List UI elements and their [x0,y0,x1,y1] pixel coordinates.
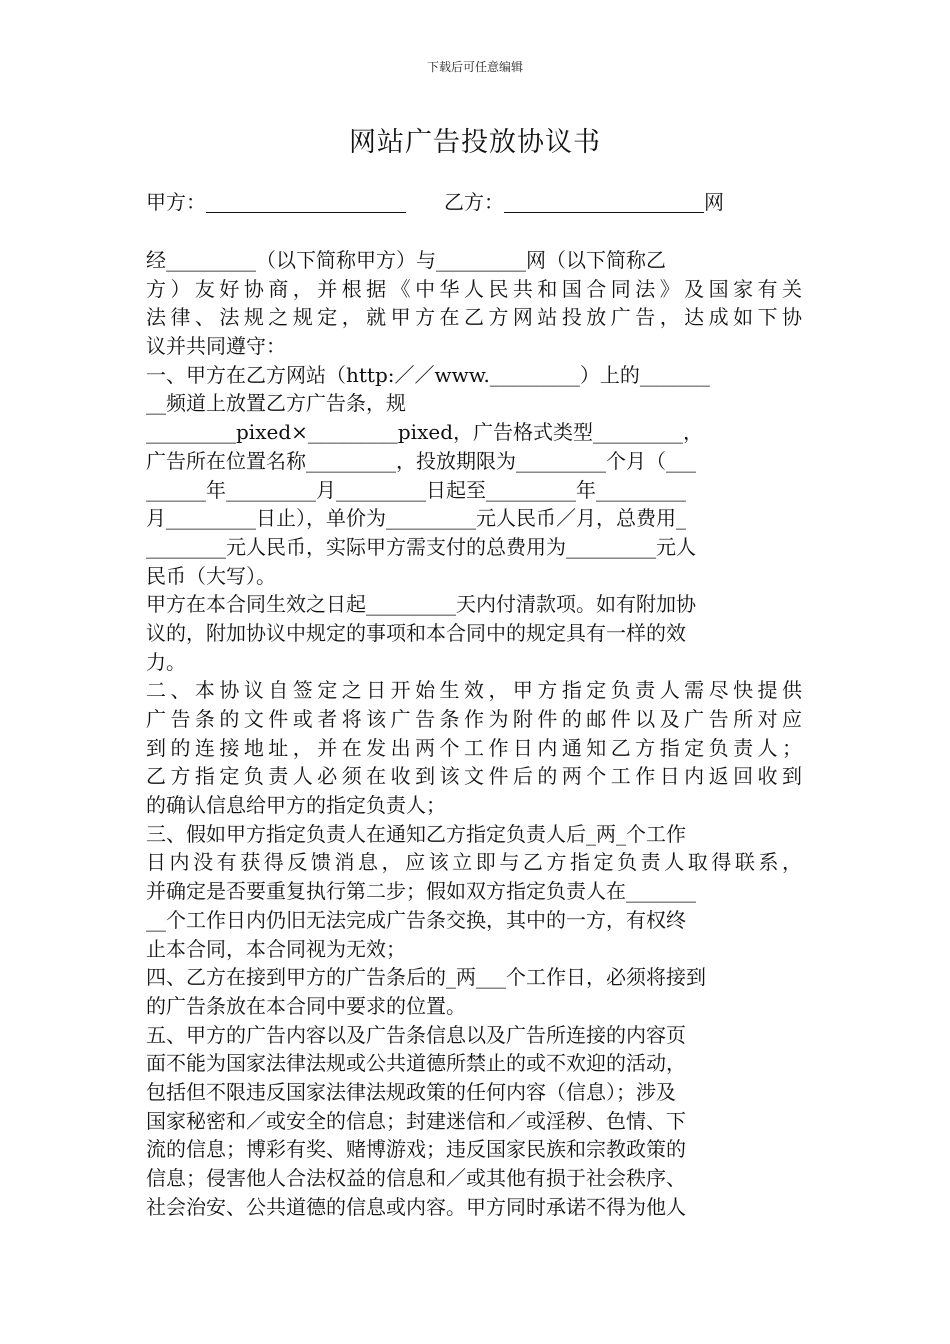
body-line: 国家秘密和／或安全的信息；封建迷信和／或淫秽、色情、下 [146,1108,686,1133]
body-line: 面不能为国家法律法规或公共道德所禁止的或不欢迎的活动， [146,1051,686,1076]
body-line: 广告所在位置名称_________，投放期限为_________个月（___ [146,448,696,473]
body-line: 四、乙方在接到甲方的广告条后的_两___个工作日，必须将接到 [146,965,706,990]
body-line: 法律、法规之规定，就甲方在乙方网站投放广告，达成如下协 [146,305,802,330]
body-line: 二、本协议自签定之日开始生效，甲方指定负责人需尽快提供 [146,678,802,703]
body-line: 到的连接地址，并在发出两个工作日内通知乙方指定负责人； [146,735,802,760]
body-line: 流的信息；博彩有奖、赌博游戏；违反国家民族和宗教政策的 [146,1137,686,1162]
party-tail: 网 [704,190,724,214]
body-line: 议的，附加协议中规定的事项和本合同中的规定具有一样的效 [146,620,686,645]
body-line: _________pixed×_________pixed，广告格式类型_________， [146,420,703,445]
party-b-label: 乙方： [444,190,504,214]
body-line: 止本合同，本合同视为无效； [146,936,406,961]
parties-line [146,186,806,218]
body-line: __个工作日内仍旧无法完成广告条交换，其中的一方，有权终 [146,907,686,932]
body-line: 经_________（以下简称甲方）与_________网（以下简称乙 [146,248,666,272]
party-a-label: 甲方： [146,190,206,214]
body-line: 并确定是否要重复执行第二步；假如双方指定负责人在_______ [146,879,696,904]
agreement-body [146,246,802,1221]
document-title: 网站广告投放协议书 [349,127,601,158]
body-line: 方）友好协商，并根据《中华人民共和国合同法》及国家有关 [146,276,802,301]
body-line: 甲方在本合同生效之日起_________天内付清款项。如有附加协 [146,592,696,617]
body-line: 信息；侵害他人合法权益的信息和／或其他有损于社会秩序、 [146,1166,686,1190]
body-line: ________元人民币，实际甲方需支付的总费用为_________元人 [146,534,696,559]
body-line: 的广告条放在本合同中要求的位置。 [146,993,466,1018]
body-line: 一、甲方在乙方网站（http:／／www._________）上的_______ [146,362,710,387]
body-line: 的确认信息给甲方的指定负责人； [146,793,446,818]
body-line: 三、假如甲方指定负责人在通知乙方指定负责人后_两_个工作 [146,821,686,846]
body-line: 五、甲方的广告内容以及广告条信息以及广告所连接的内容页 [146,1022,686,1047]
body-line: 议并共同遵守： [146,334,286,359]
party-a-blank [206,190,406,213]
body-line: 乙方指定负责人必须在收到该文件后的两个工作日内返回收到 [146,764,802,789]
header-note: 下载后可任意编辑 [426,60,523,74]
body-line: __频道上放置乙方广告条，规 [146,391,406,416]
body-line: 月_________日止），单价为_________元人民币／月，总费用_ [146,506,686,531]
body-line: 包括但不限违反国家法律法规政策的任何内容（信息）；涉及 [146,1079,676,1104]
body-line: 力。 [146,649,186,674]
body-line: 社会治安、公共道德的信息或内容。甲方同时承诺不得为他人 [146,1194,686,1219]
body-line: ______年_________月_________日起至_________年_________ [146,477,686,502]
body-line: 广告条的文件或者将该广告条作为附件的邮件以及广告所对应 [146,707,802,731]
party-b-blank [504,190,704,213]
body-line: 日内没有获得反馈消息，应该立即与乙方指定负责人取得联系， [146,850,802,875]
body-line: 民币（大写）。 [146,563,276,588]
